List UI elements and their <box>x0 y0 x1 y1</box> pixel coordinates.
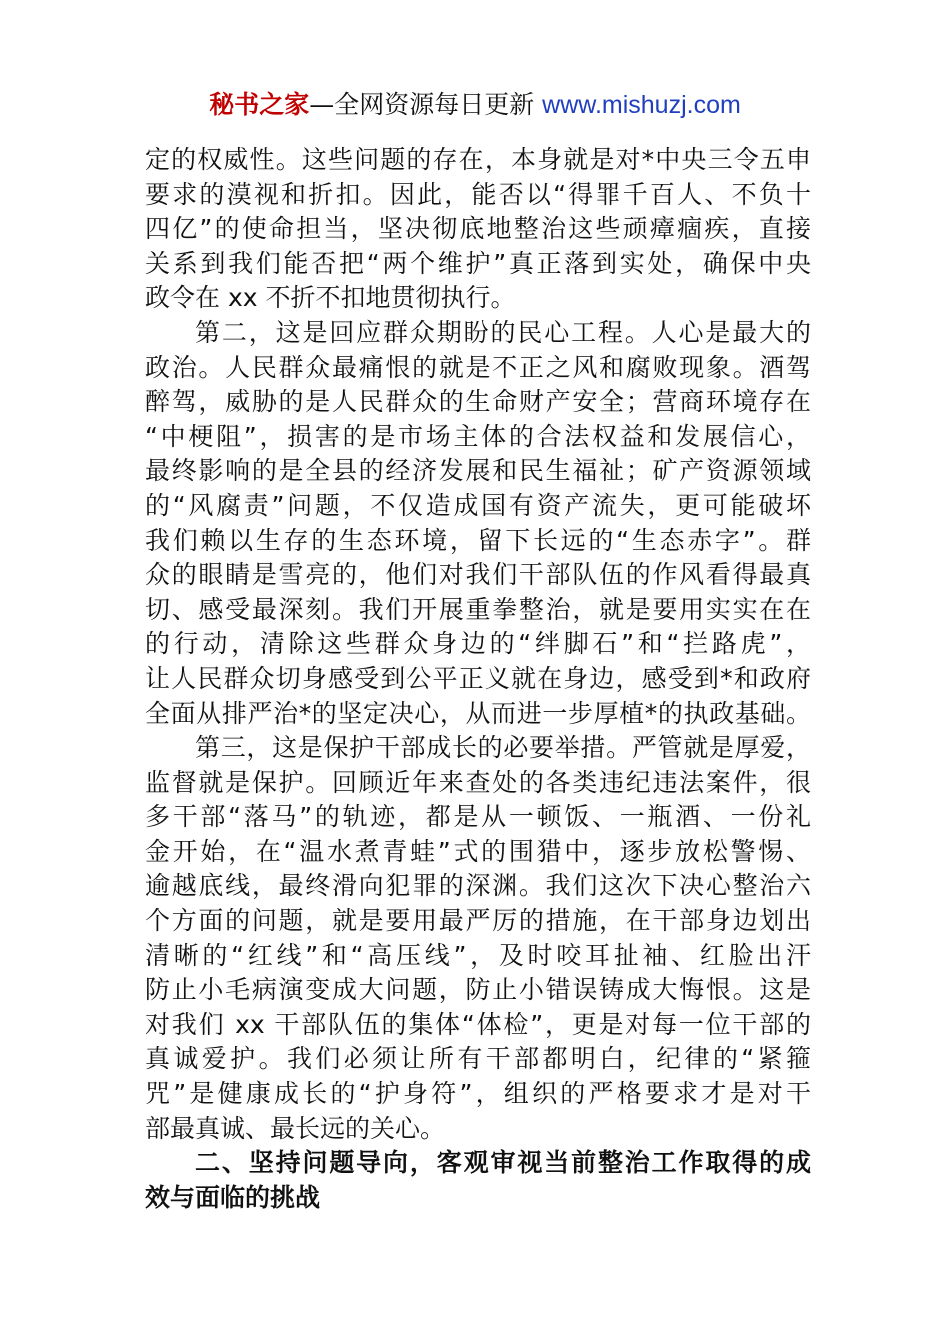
text-line: 第三，这是保护干部成长的必要举措。严管就是厚爱， <box>195 733 811 763</box>
site-url-link[interactable]: www.mishuzj.com <box>542 91 741 119</box>
text-line: 咒”是健康成长的“护身符”，组织的严格要求才是对干 <box>145 1079 811 1109</box>
text-line: 全面从排严治*的坚定决心，从而进一步厚植*的执政基础。 <box>145 698 811 728</box>
text-line: 切、感受最深刻。我们开展重拳整治，就是要用实实在在 <box>145 594 811 624</box>
document-body <box>145 143 811 1215</box>
text-line: 对我们 xx 干部队伍的集体“体检”，更是对每一位干部的 <box>145 1009 811 1039</box>
text-line: 众的眼睛是雪亮的，他们对我们干部队伍的作风看得最真 <box>145 560 811 590</box>
text-line: 个方面的问题，就是要用最严厉的措施，在干部身边划出 <box>145 906 811 936</box>
text-line: 清晰的“红线”和“高压线”，及时咬耳扯袖、红脸出汗 <box>145 940 811 970</box>
text-line: 政治。人民群众最痛恨的就是不正之风和腐败现象。酒驾 <box>145 352 811 382</box>
text-line: 防止小毛病演变成大问题，防止小错误铸成大悔恨。这是 <box>145 975 811 1005</box>
section-heading-line: 效与面临的挑战 <box>145 1182 321 1212</box>
text-line: 的行动，清除这些群众身边的“绊脚石”和“拦路虎”， <box>145 629 811 659</box>
text-line: 的“风腐责”问题，不仅造成国有资产流失，更可能破坏 <box>145 490 811 520</box>
text-line: 定的权威性。这些问题的存在，本身就是对*中央三令五申 <box>145 145 811 174</box>
header-tagline: —全网资源每日更新 <box>309 90 543 119</box>
text-line: 金开始，在“温水煮青蛙”式的围猎中，逐步放松警惕、 <box>145 836 811 866</box>
text-line: 逾越底线，最终滑向犯罪的深渊。我们这次下决心整治六 <box>145 871 811 901</box>
brand-name: 秘书之家 <box>209 90 310 119</box>
section-heading-line: 二、坚持问题导向，客观审视当前整治工作取得的成 <box>195 1148 811 1178</box>
text-line: 第二，这是回应群众期盼的民心工程。人心是最大的 <box>195 317 811 347</box>
text-line: 要求的漠视和折扣。因此，能否以“得罪千百人、不负十 <box>145 179 811 209</box>
text-line: 最终影响的是全县的经济发展和民生福祉；矿产资源领域 <box>145 456 811 486</box>
text-line: 四亿”的使命担当，坚决彻底地整治这些顽瘴痼疾，直接 <box>145 214 811 244</box>
text-line: 关系到我们能否把“两个维护”真正落到实处，确保中央 <box>145 248 811 278</box>
text-line: 我们赖以生存的生态环境，留下长远的“生态赤字”。群 <box>145 525 811 555</box>
text-line: 部最真诚、最长远的关心。 <box>145 1113 446 1143</box>
text-line: 政令在 xx 不折不扣地贯彻执行。 <box>145 283 516 313</box>
text-line: 让人民群众切身感受到公平正义就在身边，感受到*和政府 <box>145 663 811 693</box>
text-line: 真诚爱护。我们必须让所有干部都明白，纪律的“紧箍 <box>145 1044 811 1074</box>
text-line: 监督就是保护。回顾近年来查处的各类违纪违法案件，很 <box>145 767 811 797</box>
text-line: 多干部“落马”的轨迹，都是从一顿饭、一瓶酒、一份礼 <box>145 802 811 832</box>
site-header <box>0 88 950 122</box>
text-line: “中梗阻”，损害的是市场主体的合法权益和发展信心， <box>145 421 811 451</box>
text-line: 醉驾，威胁的是人民群众的生命财产安全；营商环境存在 <box>145 387 811 417</box>
